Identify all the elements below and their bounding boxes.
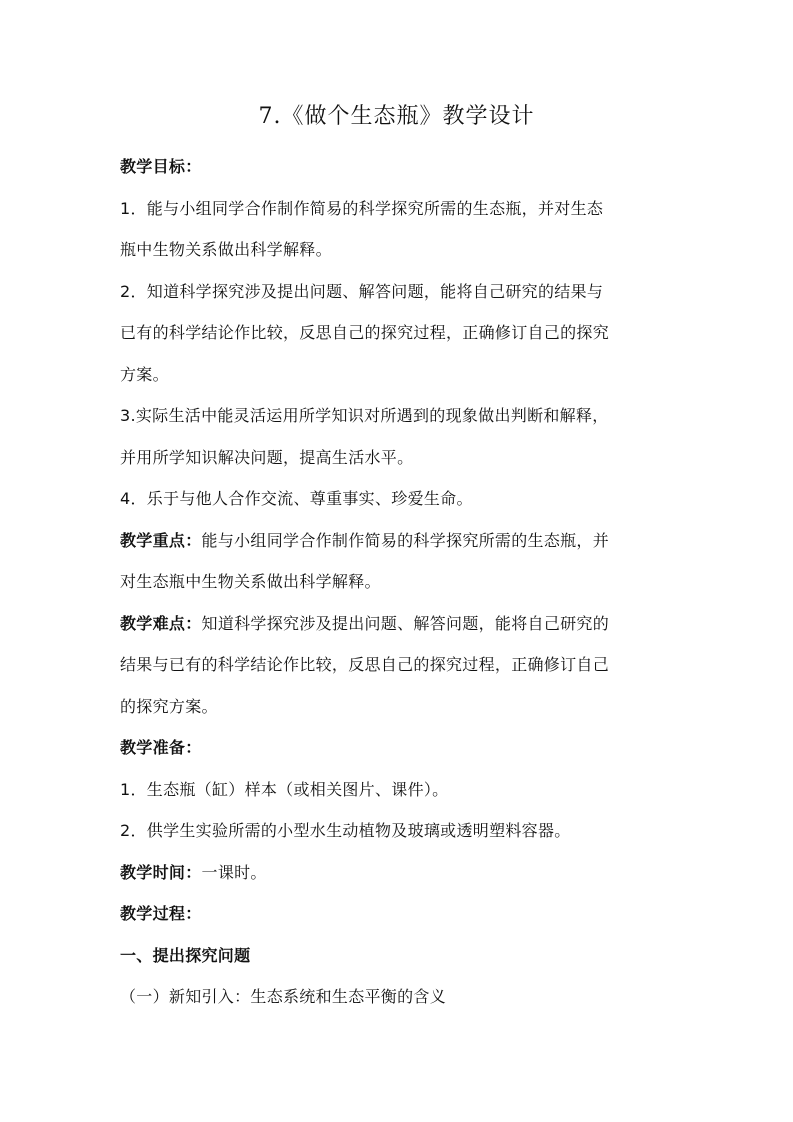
objective-line: 3.实际生活中能灵活运用所学知识对所遇到的现象做出判断和解释， bbox=[120, 406, 609, 425]
time-line bbox=[120, 852, 680, 894]
preparation-line: 2．供学生实验所需的小型水生动植物及玻璃或透明塑料容器。 bbox=[120, 821, 571, 840]
objective-line: 1．能与小组同学合作制作简易的科学探究所需的生态瓶，并对生态 bbox=[120, 198, 604, 218]
objective-line: 已有的科学结论作比较，反思自己的探究过程，正确修订自己的探究 bbox=[120, 323, 610, 342]
key-point-text: 能与小组同学合作制作简易的科学探究所需的生态瓶，并 bbox=[201, 530, 610, 550]
difficulty-line: 的探究方案。 bbox=[120, 696, 218, 716]
time-label: 教学时间： bbox=[120, 862, 202, 882]
time-value: 一课时。 bbox=[201, 862, 267, 882]
difficulty-text: 知道科学探究涉及提出问题、解答问题，能将自己研究的 bbox=[201, 613, 610, 633]
difficulty-line: 结果与已有的科学结论作比较，反思自己的探究过程，正确修订自己 bbox=[120, 655, 610, 674]
subsection-heading: （一）新知引入：生态系统和生态平衡的含义 bbox=[120, 987, 447, 1006]
process-heading: 教学过程： bbox=[120, 904, 202, 923]
objective-line: 方案。 bbox=[120, 364, 169, 384]
section-heading: 一、提出探究问题 bbox=[120, 945, 251, 965]
objectives-heading: 教学目标： bbox=[120, 157, 202, 176]
preparation-line: 1．生态瓶（缸）样本（或相关图片、课件）。 bbox=[120, 779, 449, 799]
key-point-label: 教学重点： bbox=[120, 530, 202, 550]
key-point-line: 对生态瓶中生物关系做出科学解释。 bbox=[120, 572, 381, 591]
document-body bbox=[120, 146, 680, 1018]
objective-line: 2．知道科学探究涉及提出问题、解答问题，能将自己研究的结果与 bbox=[120, 281, 604, 301]
objective-line: 4．乐于与他人合作交流、尊重事实、珍爱生命。 bbox=[120, 489, 473, 508]
difficulty-line bbox=[120, 603, 680, 645]
key-point-line bbox=[120, 520, 680, 562]
objective-line: 瓶中生物关系做出科学解释。 bbox=[120, 240, 332, 259]
preparation-heading: 教学准备： bbox=[120, 738, 202, 757]
difficulty-label: 教学难点： bbox=[120, 613, 202, 633]
document-title: 7.《做个生态瓶》教学设计 bbox=[258, 104, 535, 129]
objective-line: 并用所学知识解决问题，提高生活水平。 bbox=[120, 447, 414, 467]
